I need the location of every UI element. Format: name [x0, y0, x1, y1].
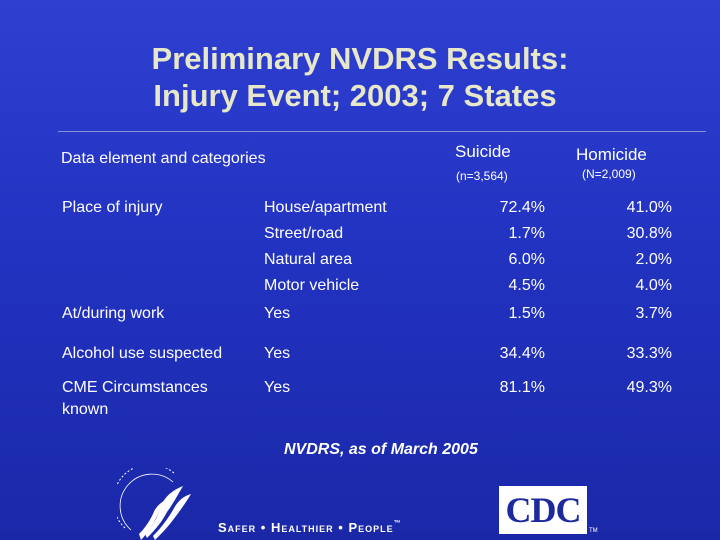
row-element-alcohol: Alcohol use suspected: [62, 345, 223, 362]
tagline-tm: ™: [393, 520, 402, 527]
homicide-value-cme: 49.3%: [626, 379, 672, 396]
row-category-house: House/apartment: [264, 199, 387, 216]
row-category-street: Street/road: [264, 225, 344, 242]
suicide-value-motor-vehicle: 4.5%: [508, 277, 545, 294]
slide-title: [0, 40, 720, 114]
column-header-homicide: Homicide: [576, 145, 647, 164]
row-category-cme: Yes: [264, 379, 291, 396]
column-header-data-element: Data element and categories: [61, 150, 266, 167]
homicide-value-house: 41.0%: [626, 199, 672, 216]
row-element-place-of-injury: Place of injury: [62, 199, 163, 216]
title-line-2: Injury Event; 2003; 7 States: [153, 78, 557, 113]
suicide-value-natural-area: 6.0%: [508, 251, 545, 268]
tagline-text: Safer • Healthier • People: [218, 520, 394, 535]
row-category-at-work: Yes: [264, 305, 291, 322]
title-line-1: Preliminary NVDRS Results:: [151, 41, 569, 76]
homicide-value-at-work: 3.7%: [635, 305, 672, 322]
row-element-cme: CME Circumstances: [62, 379, 208, 396]
homicide-value-natural-area: 2.0%: [635, 251, 672, 268]
suicide-value-street: 1.7%: [508, 225, 545, 242]
suicide-value-cme: 81.1%: [499, 379, 545, 396]
cdc-trademark: TM: [589, 528, 598, 534]
row-category-alcohol: Yes: [264, 345, 291, 362]
homicide-value-alcohol: 33.3%: [626, 345, 672, 362]
source-note: NVDRS, as of March 2005: [284, 441, 478, 458]
header-divider: [58, 131, 706, 132]
suicide-value-at-work: 1.5%: [508, 305, 545, 322]
homicide-sample-size: (N=2,009): [582, 167, 636, 181]
homicide-value-motor-vehicle: 4.0%: [635, 277, 672, 294]
tagline: [218, 520, 402, 535]
row-category-motor-vehicle: Motor vehicle: [264, 277, 360, 294]
row-element-at-work: At/during work: [62, 305, 165, 322]
row-element-cme-line2: known: [62, 401, 109, 418]
cdc-logo-icon: CDC: [499, 486, 587, 534]
column-header-suicide: Suicide: [455, 142, 511, 161]
suicide-value-house: 72.4%: [499, 199, 545, 216]
suicide-sample-size: (n=3,564): [456, 169, 508, 183]
homicide-value-street: 30.8%: [626, 225, 672, 242]
row-category-natural-area: Natural area: [264, 251, 353, 268]
hhs-eagle-seal-icon: [117, 468, 195, 540]
suicide-value-alcohol: 34.4%: [499, 345, 545, 362]
